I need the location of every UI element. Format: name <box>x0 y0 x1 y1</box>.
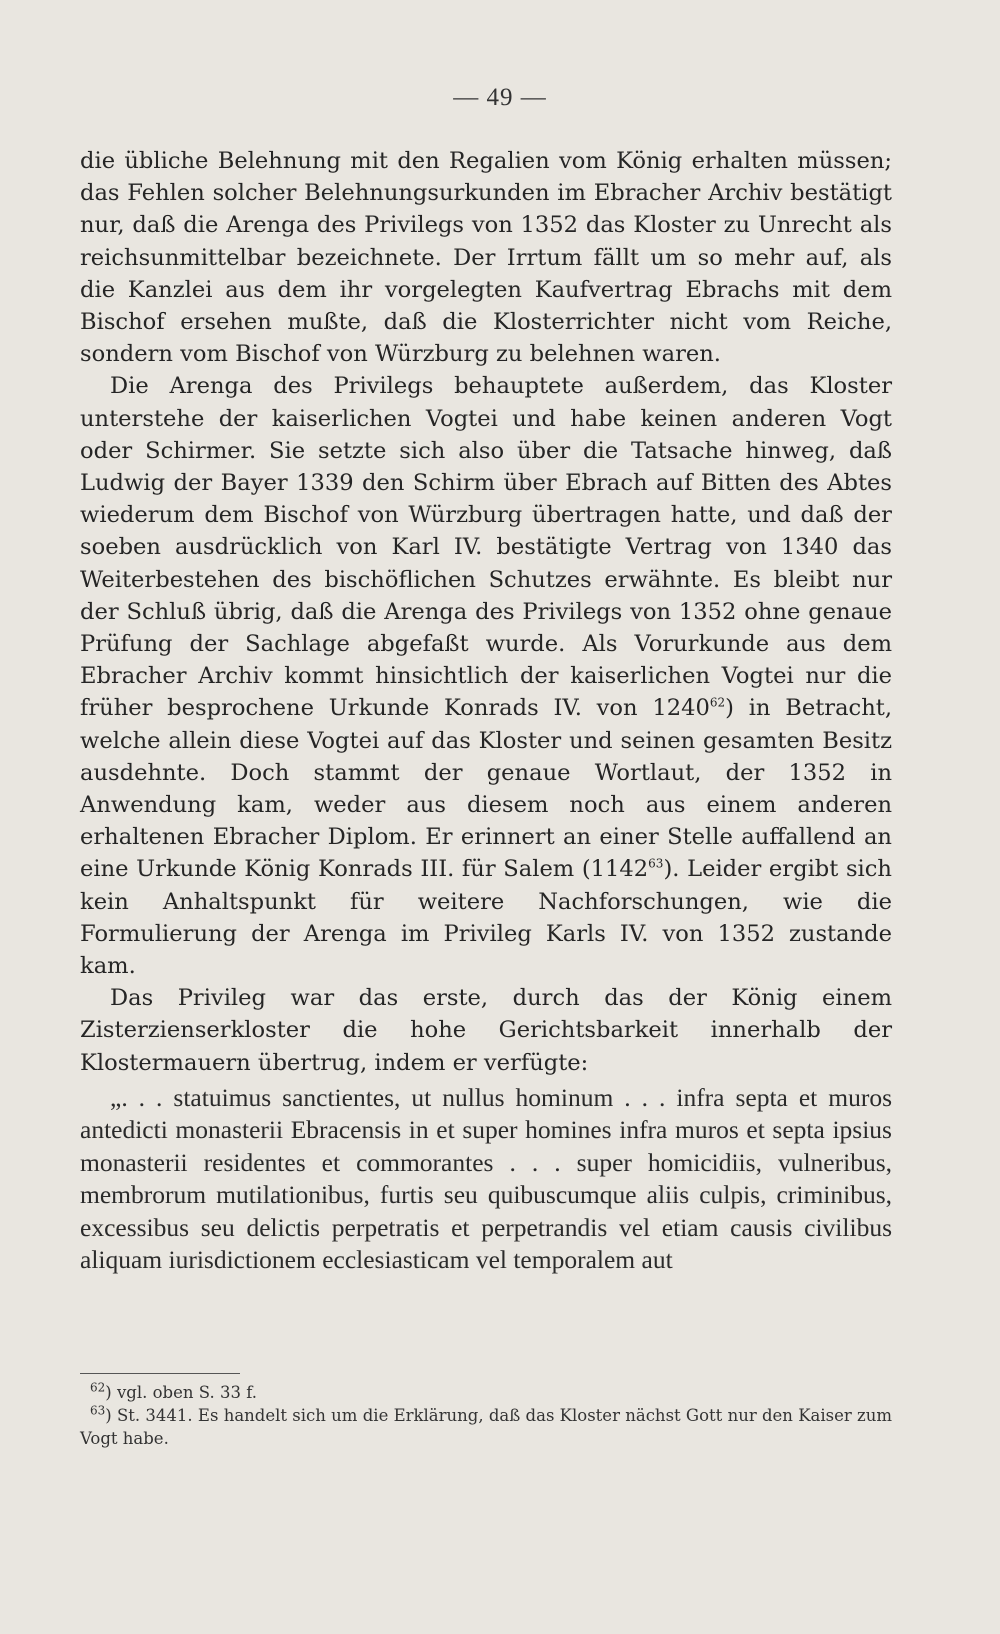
paragraph-2 <box>80 370 892 982</box>
footnote-mark: 63 <box>90 1403 106 1418</box>
footnote-divider <box>80 1373 240 1374</box>
footnote-mark: 62 <box>90 1380 106 1395</box>
paragraph-3-text: Das Privileg war das erste, durch das der König einem Zisterzienserkloster die hohe Gerichtsbarkeit innerhalb der Klostermauern übertrug, indem er verfügte: <box>80 985 892 1076</box>
paragraph-3 <box>80 982 892 1079</box>
paragraph-1-text: die übliche Belehnung mit den Regalien vom König erhalten müssen; das Fehlen solcher Belehnungsurkunden im Ebracher Archiv bestätigt nur, daß die Arenga des Privilegs von 1352 das Kloster zu Unrecht als reichsunmittelbar bezeichnete. Der Irrtum fällt um so mehr auf, als die Kanzlei aus dem ihr vorgelegten Kaufvertrag Ebrachs mit dem Bischof ersehen mußte, daß die Klosterrichter nicht vom Reiche, sondern vom Bischof von Würzburg zu belehnen waren. <box>80 148 892 368</box>
footnote-ref-62[interactable]: 62 <box>709 695 726 710</box>
footnote-text: ) vgl. oben S. 33 f. <box>105 1383 257 1402</box>
paragraph-2-text-continued: ) in Betracht, welche allein diese Vogtei auf das Kloster und seinen gesamten Besitz ausdehnte. Doch stammt der genaue Wortlaut, der 1352 in Anwendung kam, weder aus diesem noch aus einem anderen erhaltenen Ebracher Diplom. Er erinnert an einer Stelle auffallend an eine Urkunde König Konrads III. für Salem (1142 <box>80 695 893 883</box>
footnote-62 <box>80 1381 892 1404</box>
page-number: — 49 — <box>453 84 547 111</box>
footnote-ref-63[interactable]: 63 <box>648 856 664 871</box>
paragraph-2-text-end: ). Leider ergibt sich kein Anhaltspunkt für weitere Nachforschungen, wie die Formulierung der Arenga im Privileg Karls IV. von 1352 zustande kam. <box>80 856 892 980</box>
paragraph-1 <box>80 145 892 370</box>
paragraph-2-text: Die Arenga des Privilegs behauptete außerdem, das Kloster unterstehe der kaiserlichen Vogtei und habe keinen anderen Vogt oder Schirmer. Sie setzte sich also über die Tatsache hinweg, daß Ludwig der Bayer 1339 den Schirm über Ebrach auf Bitten des Abtes wiederum dem Bischof von Würzburg übertragen hatte, und daß der soeben ausdrücklich von Karl IV. bestätigte Vertrag von 1340 das Weiterbestehen des bischöflichen Schutzes erwähnte. Es bleibt nur der Schluß übrig, daß die Arenga des Privilegs von 1352 ohne genaue Prüfung der Sachlage abgefaßt wurde. Als Vorurkunde aus dem Ebracher Archiv kommt hinsichtlich der kaiserlichen Vogtei nur die früher besprochene Urkunde Konrads IV. von 1240 <box>80 373 892 722</box>
main-text <box>80 145 892 1276</box>
footnotes <box>80 1381 892 1450</box>
footnote-63 <box>80 1404 892 1450</box>
latin-quotation: „. . . statuimus sanctientes, ut nullus hominum . . . infra septa et muros antedicti monasterii Ebracensis in et super homines infra muros et septa ipsius monasterii residentes et commorantes . . . super homicidiis, vulneribus, membrorum mutilationibus, furtis seu quibuscumque aliis culpis, criminibus, excessibus seu delictis perpetratis et perpetrandis vel etiam causis civilibus aliquam iurisdictionem ecclesiasticam vel temporalem aut <box>80 1082 892 1274</box>
footnote-text: ) St. 3441. Es handelt sich um die Erklärung, daß das Kloster nächst Gott nur den Kaiser zum Vogt habe. <box>80 1406 892 1448</box>
